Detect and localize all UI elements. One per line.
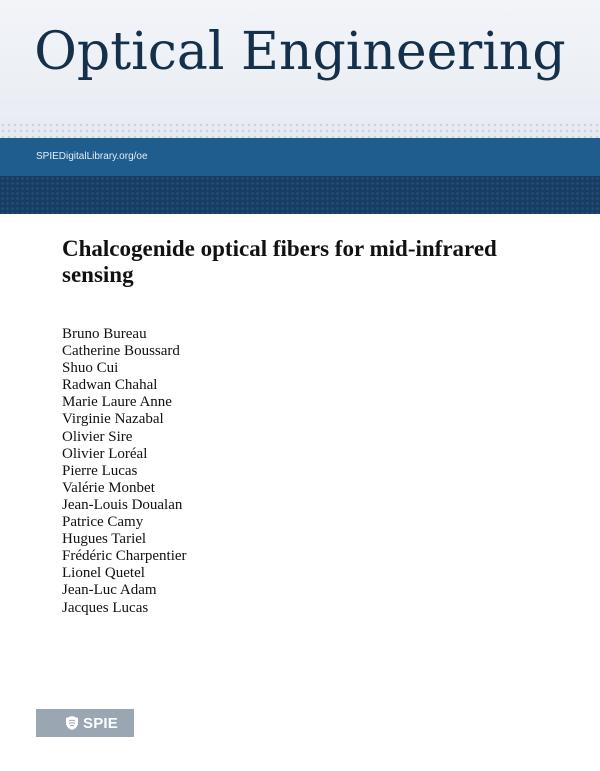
author-name: Marie Laure Anne bbox=[62, 394, 172, 411]
spie-logo-text: SPIE bbox=[83, 714, 118, 732]
author-name: Hugues Tariel bbox=[62, 531, 147, 548]
author-name: Pierre Lucas bbox=[62, 462, 138, 479]
author-name: Virginie Nazabal bbox=[62, 411, 164, 428]
author-name: Bruno Bureau bbox=[62, 326, 147, 342]
author-name: Patrice Camy bbox=[62, 514, 144, 531]
journal-url-link[interactable]: SPIEDigitalLibrary.org/oe bbox=[36, 151, 148, 162]
author-name: Radwan Chahal bbox=[62, 377, 158, 394]
spie-logo bbox=[36, 709, 134, 737]
author-name: Catherine Boussard bbox=[62, 343, 180, 360]
author-list bbox=[62, 326, 187, 617]
article-title: Chalcogenide optical fibers for mid-infrared sensing bbox=[62, 236, 497, 287]
spie-shield-icon bbox=[64, 715, 80, 731]
author-name: Shuo Cui bbox=[62, 360, 119, 377]
author-name: Olivier Loréal bbox=[62, 445, 148, 462]
author-name: Olivier Sire bbox=[62, 428, 133, 445]
journal-masthead bbox=[0, 0, 600, 122]
dotted-divider bbox=[0, 122, 600, 138]
author-name: Jean-Luc Adam bbox=[62, 582, 157, 599]
author-name: Frédéric Charpentier bbox=[62, 548, 187, 565]
author-name: Jacques Lucas bbox=[62, 599, 149, 616]
journal-title: Optical Engineering bbox=[34, 22, 566, 82]
decorative-dark-band bbox=[0, 176, 600, 214]
author-name: Jean-Louis Doualan bbox=[62, 496, 183, 513]
author-name: Lionel Quetel bbox=[62, 565, 145, 582]
author-name: Valérie Monbet bbox=[62, 479, 155, 496]
